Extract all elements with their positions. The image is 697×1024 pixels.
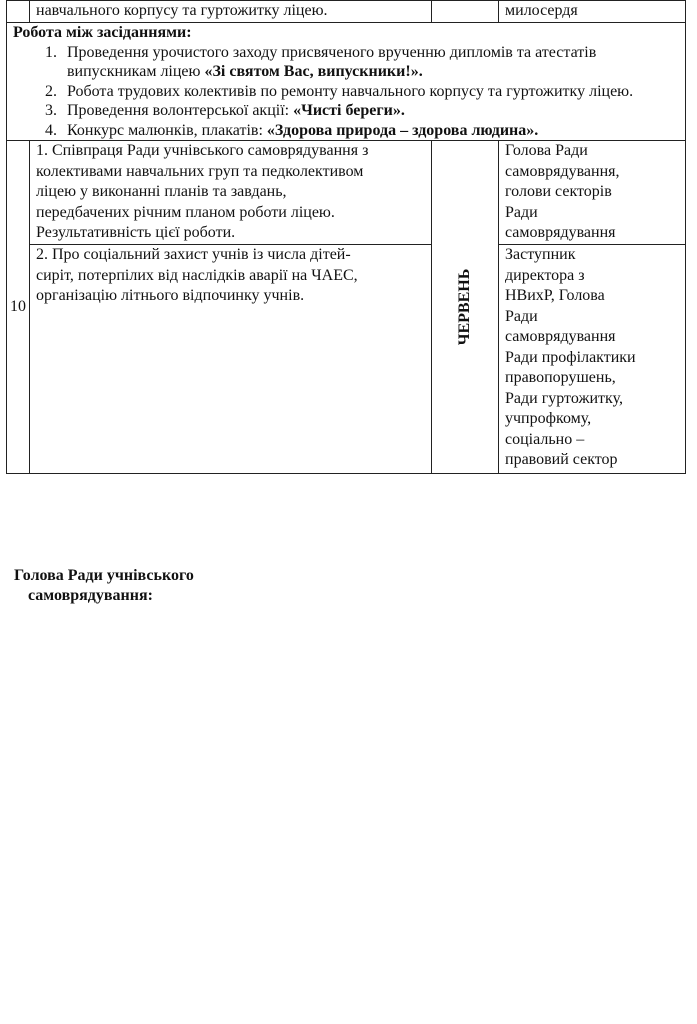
responsible-line: правовий сектор [505, 451, 618, 469]
month-cell [432, 1, 499, 23]
responsible-line: НВихР, Голова [505, 287, 605, 305]
topic-line: ліцею у виконанні планів та завдань, [36, 183, 287, 200]
section-title: Робота між засіданнями: [13, 23, 192, 41]
between-meetings-list [13, 43, 681, 141]
responsible-line: правопорушень, [505, 369, 616, 387]
topic-cell [30, 245, 432, 474]
topic-cell [30, 141, 432, 245]
responsible-line: голови секторів [505, 183, 612, 200]
topic-line: 1. Співпраця Ради учнівського самоврядування з [36, 142, 369, 159]
topic-line: 2. Про соціальний захист учнів із числа дітей- [36, 246, 351, 264]
number-cell [7, 141, 30, 474]
responsible-line: Голова Ради [505, 142, 588, 159]
responsible-line: Ради гуртожитку, [505, 389, 623, 407]
responsible-line: директора з [505, 266, 585, 284]
responsible-line: Ради профілактики [505, 348, 636, 366]
topic-cell [30, 1, 432, 23]
row-number: 10 [10, 297, 26, 315]
topic-line: організацію літнього відпочинку учнів. [36, 287, 305, 305]
plan-table [6, 0, 686, 474]
list-item: 4. Конкурс малюнків, плакатів: «Здорова природа – здорова людина». [61, 121, 681, 141]
topic-line: передбачених річним планом роботи ліцею. [36, 203, 335, 221]
topic-line: Результативність цієї роботи. [36, 224, 236, 241]
month-cell [432, 141, 499, 474]
responsible-line: Заступник [505, 246, 576, 264]
signature-title-line2: самоврядування: [28, 587, 153, 604]
responsible-line: учпрофкому, [505, 410, 592, 428]
responsible-line: самоврядування [505, 328, 616, 346]
section-row [7, 22, 686, 141]
responsible-text: милосердя [505, 2, 578, 19]
signature-block [14, 566, 194, 606]
responsible-line: Ради [505, 203, 538, 221]
responsible-line: Ради [505, 307, 538, 325]
topic-line: сиріт, потерпілих від наслідків аварії на ЧАЕС, [36, 266, 358, 284]
responsible-line: соціально – [505, 430, 585, 448]
table-row [7, 1, 686, 23]
topic-line: колективами навчальних груп та педколективом [36, 162, 364, 180]
month-label: ЧЕРВЕНЬ [455, 268, 473, 346]
responsible-cell [499, 245, 686, 474]
signature-title-line1: Голова Ради учнівського [14, 567, 194, 584]
table-row [7, 245, 686, 474]
responsible-cell [499, 1, 686, 23]
responsible-cell [499, 141, 686, 245]
list-item: 3. Проведення волонтерської акції: «Чисті береги». [61, 101, 681, 121]
number-cell [7, 1, 30, 23]
list-item: 1. Проведення урочистого заходу присвяченого врученню дипломів та атестатів випускникам ліцею «Зі святом Вас, випускники!». [61, 43, 681, 82]
list-item: 2. Робота трудових колективів по ремонту навчального корпусу та гуртожитку ліцею. [61, 82, 681, 102]
between-meetings-cell [7, 22, 686, 141]
responsible-line: самоврядування [505, 224, 616, 241]
topic-text: навчального корпусу та гуртожитку ліцею. [36, 2, 328, 19]
table-row [7, 141, 686, 245]
responsible-line: самоврядування, [505, 162, 620, 180]
